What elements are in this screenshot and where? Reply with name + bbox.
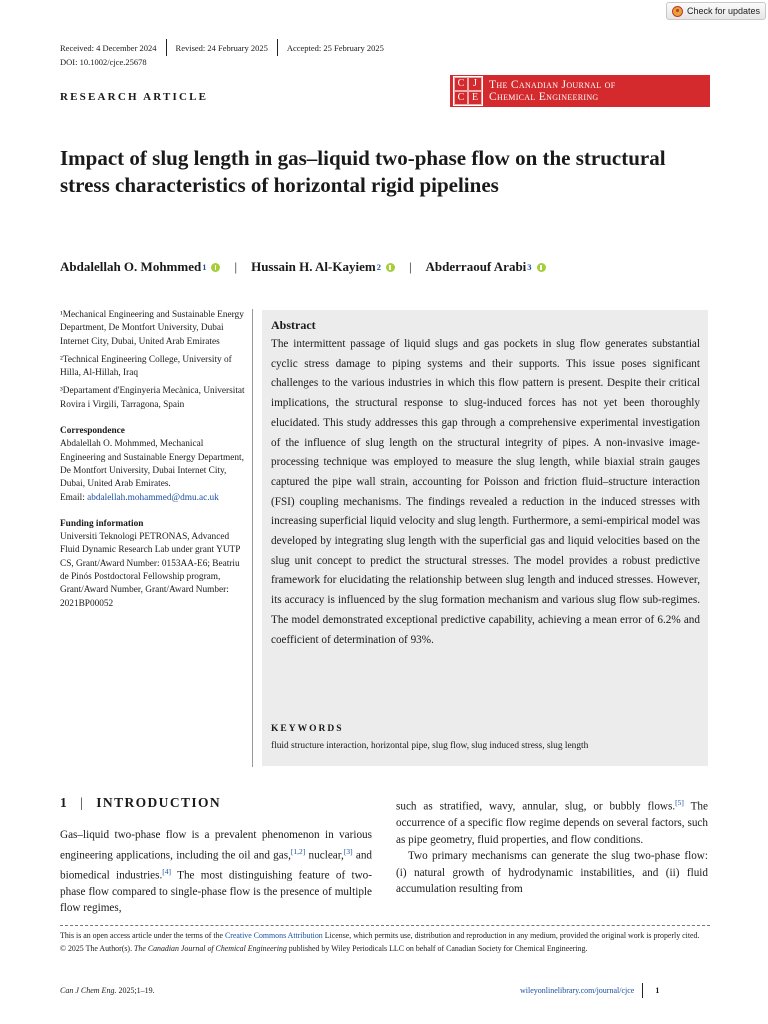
footer-journal: Can J Chem Eng. (60, 986, 117, 995)
crossmark-icon (672, 6, 683, 17)
author-affiliation-sup: 2 (376, 262, 381, 272)
section-heading-introduction (60, 795, 221, 811)
keywords-text: fluid structure interaction, horizontal pipe, slug flow, slug induced stress, slug length (271, 741, 589, 751)
citation-link[interactable]: [1,2] (290, 846, 306, 856)
body-paragraph (396, 795, 708, 848)
body-paragraph: Two primary mechanisms can generate the slug two-phase flow: (i) natural growth of hydrodynamic instabilities, and (ii) fluid accumulation resulting from (396, 850, 708, 896)
page-number: 1 (655, 986, 660, 995)
copyright-line (60, 943, 710, 956)
footnote-text: This is an open access article under the terms of the (60, 931, 225, 940)
orcid-icon[interactable] (386, 263, 395, 272)
footer-year-pages: 2025;1–19. (116, 986, 155, 995)
section-number: 1 (60, 795, 69, 810)
journal-url-link[interactable]: wileyonlinelibrary.com/journal/cjce (520, 986, 635, 995)
article-dates (60, 39, 384, 56)
body-column-right (396, 795, 708, 898)
article-type: RESEARCH ARTICLE (60, 91, 209, 103)
section-title: INTRODUCTION (96, 795, 222, 810)
body-text: The occurrence of a specific flow regime depends on several factors, such as pipe geometry, fluid properties, and flow conditions. (396, 800, 708, 846)
author-name[interactable]: Abdalellah O. Mohmmed (60, 259, 202, 274)
section-bar: | (80, 795, 85, 810)
funding-text: Universiti Teknologi PETRONAS, Advanced Fluid Dynamic Research Lab under grant YUTP CS, Grant/Award Number: 0153AA-E6; Beatriu de Pinós Postdoctoral Fellowship program, Grant/Award Number, Grant/Award Number: 2021BP00052 (60, 532, 241, 609)
article-title: Impact of slug length in gas–liquid two-phase flow on the structural stress characteristics of horizontal rigid pipelines (60, 146, 666, 197)
check-for-updates-button[interactable] (666, 2, 766, 20)
citation-link[interactable]: [5] (675, 798, 684, 807)
license-footnote (60, 930, 710, 955)
journal-logo (450, 75, 710, 107)
article-info-column (60, 309, 245, 616)
journal-name-line2: Chemical Engineering (489, 90, 599, 103)
journal-name-line1: The Canadian Journal of (489, 78, 616, 91)
affiliation: ²Technical Engineering College, University of Hilla, Al-Hillah, Iraq (60, 354, 232, 379)
logo-letter: E (468, 91, 482, 105)
creative-commons-link[interactable]: Creative Commons Attribution (225, 931, 323, 940)
author-separator: | (234, 259, 238, 274)
body-paragraph (60, 827, 372, 917)
affiliation: ¹Mechanical Engineering and Sustainable Energy Department, De Montfort University, Dubai Internet City, Dubai, United Arab Emirates (60, 310, 244, 347)
footnote-text: © 2025 The Author(s). (60, 943, 135, 953)
author-name[interactable]: Hussain H. Al-Kayiem (251, 259, 376, 274)
logo-letter: C (454, 91, 468, 105)
column-divider (252, 309, 253, 767)
license-line (60, 930, 710, 943)
check-for-updates-label: Check for updates (687, 6, 761, 16)
author-list (60, 259, 546, 275)
body-text: such as stratified, wavy, annular, slug, or bubbly flows. (396, 800, 676, 813)
body-text: nuclear, (305, 849, 344, 862)
journal-name (489, 79, 615, 103)
footer-divider (642, 983, 643, 998)
date-divider (277, 39, 278, 56)
page-footer-right (520, 983, 659, 998)
body-text: and biomedical industries. (60, 849, 373, 882)
correspondence-email-link[interactable]: abdalellah.mohammed@dmu.ac.uk (87, 492, 219, 503)
date-divider (166, 39, 167, 56)
logo-letter: J (468, 77, 482, 91)
journal-name-italic: The Canadian Journal of Chemical Engineering (134, 943, 287, 953)
funding-heading: Funding information (60, 518, 144, 529)
correspondence-text (60, 438, 245, 504)
footnote-text: License, which permits use, distribution and reproduction in any medium, provided the original work is properly cited. (322, 931, 700, 940)
body-text: Gas–liquid two-phase flow is a prevalent phenomenon in various engineering applications, including the oil and gas, (60, 829, 372, 862)
citation-link[interactable]: [4] (162, 866, 172, 876)
logo-letter: C (454, 77, 468, 91)
footnote-divider (60, 925, 710, 926)
correspondence-address: Abdalellah O. Mohmmed, Mechanical Engineering and Sustainable Energy Department, De Montfort University, Dubai Internet City, Dubai, United Arab Emirates. (60, 439, 244, 490)
accepted-date: Accepted: 25 February 2025 (286, 42, 384, 53)
doi: DOI: 10.1002/cjce.25678 (60, 57, 147, 67)
author-separator: | (408, 259, 412, 274)
orcid-icon[interactable] (211, 263, 220, 272)
citation-footer (60, 986, 155, 995)
author-affiliation-sup: 3 (527, 262, 532, 272)
cjce-logo-mark (453, 76, 483, 106)
orcid-icon[interactable] (537, 263, 546, 272)
revised-date: Revised: 24 February 2025 (175, 42, 268, 53)
author-affiliation-sup: 1 (202, 262, 207, 272)
author-name[interactable]: Abderraouf Arabi (425, 259, 527, 274)
body-text: The most distinguishing feature of two-phase flow compared to single-phase flow is the presence of multiple flow regimes, (60, 869, 372, 915)
abstract-text: The intermittent passage of liquid slugs and gas pockets in slug flow generates substantial cyclic stress damage to piping systems and their supports. This issue poses significant challenges to the various industries in which this flow pattern is present. Despite their critical implications, the structural response to slug-induced forces has not yet been thoroughly elucidated. This study addresses this gap through a comprehensive experimental investigation of the influence of slug length on the structural integrity of pipes. A non-invasive image-processing technique was employed to measure the slug length, while biaxial strain gauges captured the pipe wall strain, accounting for Poisson and friction fluid–structure interaction (FSI) coupling mechanisms. The findings revealed a reduction in the induced stresses with increasing superficial liquid velocity and slug length. Furthermore, a semi-empirical model was developed by integrating slug length with the superficial gas and liquid velocities based on the slug unit concept to predict the structural stresses. The model provides a robust predictive framework for elucidating the relationship between slug length and induced stresses. However, its accuracy is influenced by the slug formation mechanism and various slug flow sub-regimes. The model demonstrated exceptional predictive capability, achieving a mean error of 6.2% and coefficient of determination of 93%. (271, 338, 700, 646)
citation-link[interactable]: [3] (343, 846, 353, 856)
correspondence-heading: Correspondence (60, 426, 125, 437)
received-date: Received: 4 December 2024 (60, 42, 157, 53)
email-label: Email: (60, 492, 88, 503)
footnote-text: published by Wiley Periodicals LLC on behalf of Canadian Society for Chemical Engineering. (286, 943, 588, 953)
keywords-heading: KEYWORDS (271, 724, 344, 734)
affiliation: ³Departament d'Enginyeria Mecànica, Universitat Rovira i Virgili, Tarragona, Spain (60, 386, 245, 410)
abstract-heading: Abstract (271, 318, 316, 332)
body-column-left (60, 827, 372, 917)
